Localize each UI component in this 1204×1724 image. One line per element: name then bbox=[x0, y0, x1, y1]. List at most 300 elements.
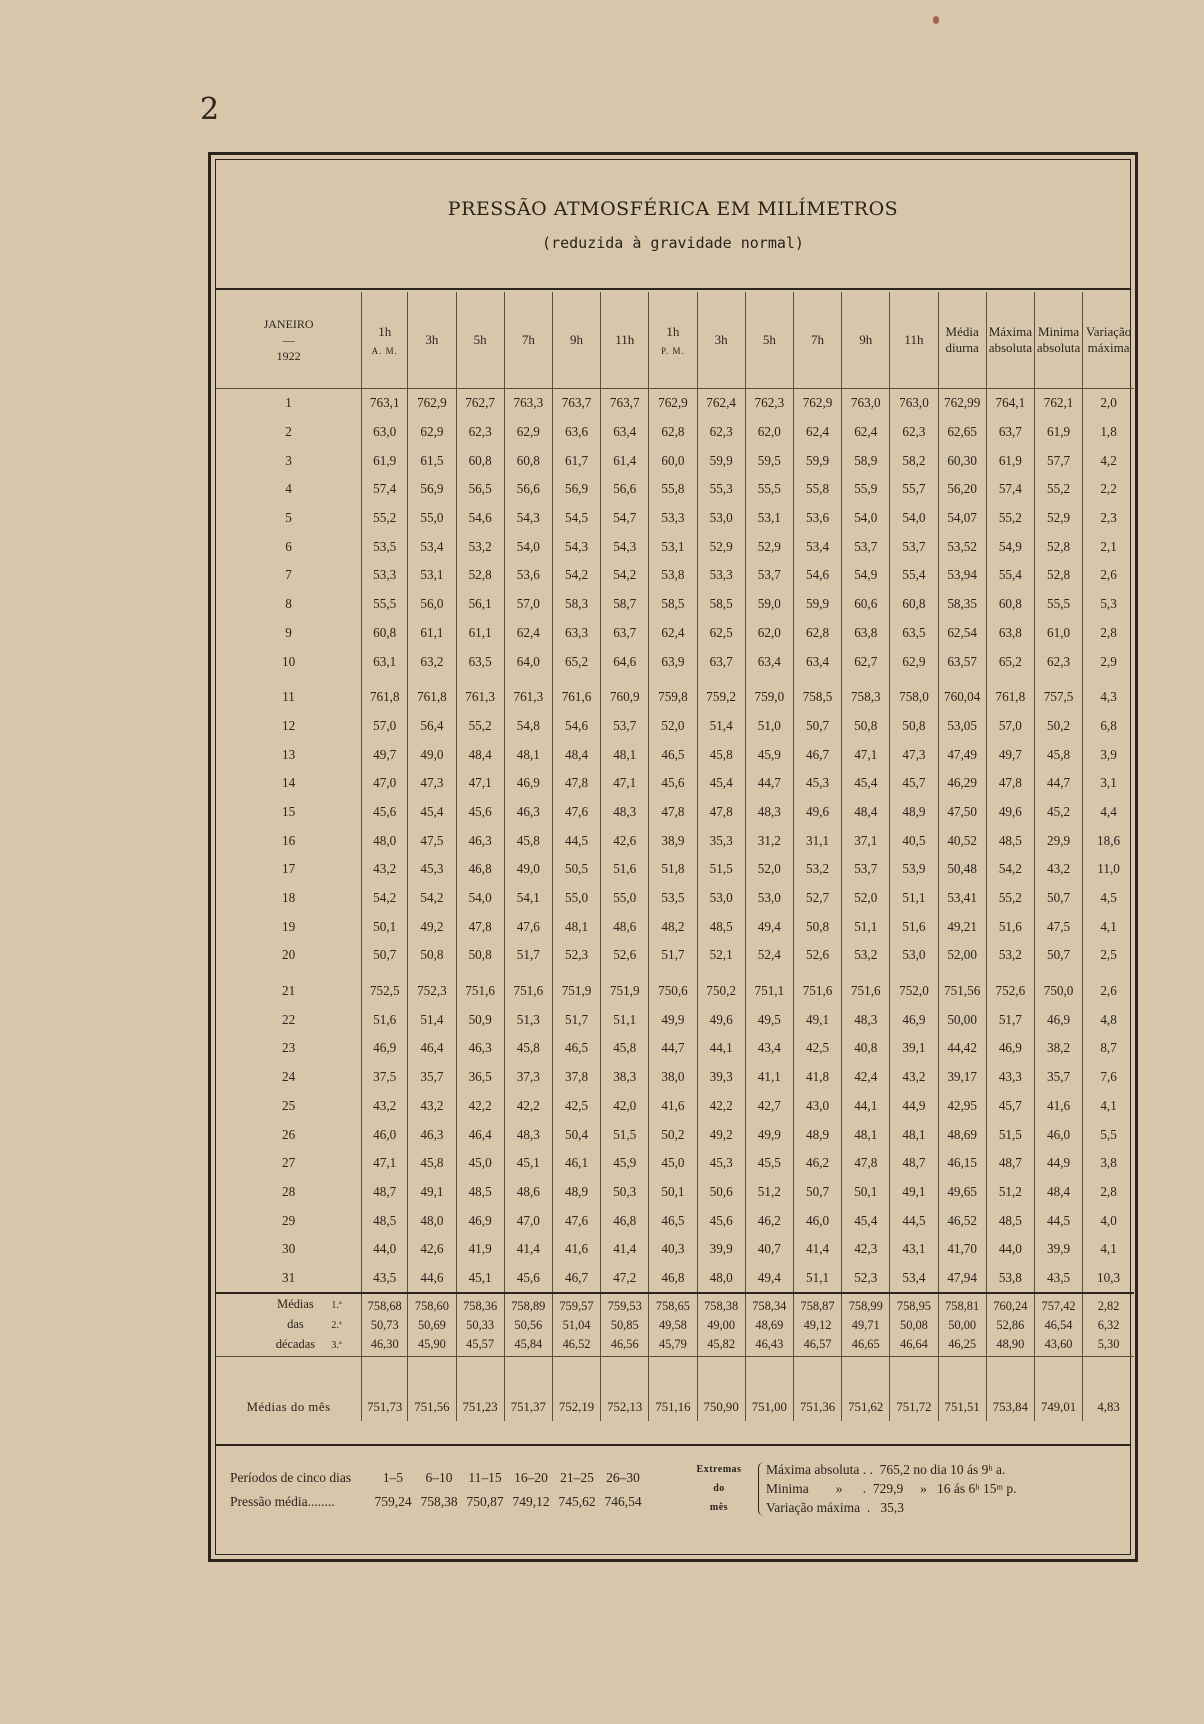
value-cell: 47,1 bbox=[601, 769, 649, 798]
gap-cell bbox=[552, 676, 600, 683]
value-cell: 51,6 bbox=[890, 912, 938, 941]
decade-mean-value: 46,54 bbox=[1044, 1317, 1073, 1332]
value-cell: 63,7 bbox=[697, 647, 745, 676]
value-cell: 52,7 bbox=[793, 884, 841, 913]
value-cell: 54,2 bbox=[986, 855, 1034, 884]
decade-mean-value: 50,33 bbox=[466, 1317, 495, 1332]
value-cell: 58,3 bbox=[552, 590, 600, 619]
decade-mean-value: 5,30 bbox=[1097, 1336, 1120, 1351]
value-cell: 61,4 bbox=[601, 446, 649, 475]
value-cell: 51,1 bbox=[890, 884, 938, 913]
value-cell: 61,0 bbox=[1034, 619, 1082, 648]
header-line: Minima bbox=[1037, 324, 1080, 339]
value-cell: 10,3 bbox=[1083, 1264, 1134, 1294]
value-cell: 53,0 bbox=[697, 884, 745, 913]
value-cell: 759,8 bbox=[649, 683, 697, 712]
day-cell: 18 bbox=[281, 890, 296, 906]
value-cell: 49,1 bbox=[408, 1178, 456, 1207]
value-cell: 46,2 bbox=[745, 1206, 793, 1235]
value-cell: 45,6 bbox=[362, 798, 408, 827]
decade-mean-value: 757,42 bbox=[1041, 1298, 1076, 1313]
value-cell: 51,1 bbox=[793, 1264, 841, 1294]
value-cell: 48,1 bbox=[601, 740, 649, 769]
value-cell: 37,3 bbox=[504, 1063, 552, 1092]
value-cell: 43,5 bbox=[362, 1264, 408, 1294]
hour-header bbox=[793, 292, 841, 389]
value-cell: 46,3 bbox=[456, 1034, 504, 1063]
value-cell: 42,2 bbox=[697, 1092, 745, 1121]
value-cell: 751,9 bbox=[552, 977, 600, 1006]
day-cell: 9 bbox=[285, 624, 292, 640]
value-cell: 41,9 bbox=[456, 1235, 504, 1264]
value-cell: 63,7 bbox=[986, 418, 1034, 447]
month-mean-cell: 751,16 bbox=[649, 1357, 697, 1422]
hour-header bbox=[601, 292, 649, 389]
table-inner-frame bbox=[215, 159, 1131, 1555]
decade-means-cell bbox=[986, 1293, 1034, 1357]
value-cell: 54,0 bbox=[504, 532, 552, 561]
brace bbox=[758, 1462, 765, 1516]
value-cell: 762,99 bbox=[938, 389, 986, 418]
value-cell: 53,05 bbox=[938, 712, 986, 741]
value-cell: 757,5 bbox=[1034, 683, 1082, 712]
value-cell: 49,7 bbox=[986, 740, 1034, 769]
hour-label: 1h bbox=[378, 324, 392, 339]
value-cell: 58,7 bbox=[601, 590, 649, 619]
value-cell: 47,1 bbox=[362, 1149, 408, 1178]
decade-mean-value: 52,86 bbox=[996, 1317, 1025, 1332]
value-cell: 47,2 bbox=[601, 1264, 649, 1294]
value-cell: 50,8 bbox=[890, 712, 938, 741]
value-cell: 52,9 bbox=[745, 532, 793, 561]
decade-means-cell bbox=[552, 1293, 600, 1357]
value-cell: 41,4 bbox=[504, 1235, 552, 1264]
day-cell: 5 bbox=[285, 510, 292, 526]
value-cell: 50,1 bbox=[842, 1178, 890, 1207]
value-cell: 54,0 bbox=[456, 884, 504, 913]
value-cell: 48,9 bbox=[552, 1178, 600, 1207]
value-cell: 49,1 bbox=[793, 1005, 841, 1034]
periods-row bbox=[230, 1466, 646, 1490]
gap-cell bbox=[504, 676, 552, 683]
value-cell: 61,9 bbox=[362, 446, 408, 475]
period-range: 16–20 bbox=[514, 1470, 548, 1485]
table-row bbox=[216, 504, 1134, 533]
value-cell: 38,3 bbox=[601, 1063, 649, 1092]
value-cell: 53,3 bbox=[697, 561, 745, 590]
decade-mean-value: 50,85 bbox=[610, 1317, 639, 1332]
value-cell: 58,2 bbox=[890, 446, 938, 475]
value-cell: 61,7 bbox=[552, 446, 600, 475]
value-cell: 52,00 bbox=[938, 941, 986, 970]
value-cell: 62,0 bbox=[745, 418, 793, 447]
value-cell: 39,9 bbox=[1034, 1235, 1082, 1264]
value-cell: 61,1 bbox=[456, 619, 504, 648]
header-rule bbox=[216, 288, 1130, 290]
value-cell: 43,2 bbox=[1034, 855, 1082, 884]
value-cell: 49,0 bbox=[504, 855, 552, 884]
value-cell: 62,3 bbox=[697, 418, 745, 447]
day-cell: 16 bbox=[281, 832, 296, 848]
value-cell: 50,7 bbox=[793, 712, 841, 741]
value-cell: 46,0 bbox=[1034, 1120, 1082, 1149]
value-cell: 48,5 bbox=[456, 1178, 504, 1207]
value-cell: 64,0 bbox=[504, 647, 552, 676]
value-cell: 47,5 bbox=[1034, 912, 1082, 941]
value-cell: 53,0 bbox=[697, 504, 745, 533]
table-row bbox=[216, 1178, 1134, 1207]
value-cell: 48,1 bbox=[552, 912, 600, 941]
table-row bbox=[216, 1005, 1134, 1034]
value-cell: 61,9 bbox=[1034, 418, 1082, 447]
value-cell: 750,0 bbox=[1034, 977, 1082, 1006]
value-cell: 758,0 bbox=[890, 683, 938, 712]
value-cell: 62,8 bbox=[793, 619, 841, 648]
decade-mean-value: 758,99 bbox=[848, 1298, 883, 1313]
value-cell: 54,3 bbox=[601, 532, 649, 561]
hour-header bbox=[697, 292, 745, 389]
value-cell: 45,3 bbox=[697, 1149, 745, 1178]
value-cell: 46,9 bbox=[504, 769, 552, 798]
value-cell: 51,7 bbox=[504, 941, 552, 970]
value-cell: 50,4 bbox=[552, 1120, 600, 1149]
value-cell: 53,2 bbox=[842, 941, 890, 970]
value-cell: 42,4 bbox=[842, 1063, 890, 1092]
value-cell: 52,0 bbox=[649, 712, 697, 741]
period-pressure: 745,62 bbox=[558, 1494, 596, 1509]
value-cell: 55,0 bbox=[552, 884, 600, 913]
value-cell: 47,6 bbox=[552, 1206, 600, 1235]
value-cell: 51,2 bbox=[986, 1178, 1034, 1207]
value-cell: 42,3 bbox=[842, 1235, 890, 1264]
value-cell: 50,8 bbox=[793, 912, 841, 941]
value-cell: 751,6 bbox=[456, 977, 504, 1006]
value-cell: 62,4 bbox=[842, 418, 890, 447]
table-row bbox=[216, 941, 1134, 970]
gap-cell bbox=[793, 970, 841, 977]
value-cell: 54,2 bbox=[601, 561, 649, 590]
month-label: JANEIRO bbox=[263, 317, 314, 331]
decade-mean-value: 758,81 bbox=[945, 1298, 980, 1313]
decade-mean-value: 48,69 bbox=[755, 1317, 784, 1332]
value-cell: 750,2 bbox=[697, 977, 745, 1006]
value-cell: 60,8 bbox=[504, 446, 552, 475]
value-cell: 47,8 bbox=[986, 769, 1034, 798]
value-cell: 63,5 bbox=[456, 647, 504, 676]
table-body bbox=[216, 389, 1134, 1422]
value-cell: 48,1 bbox=[842, 1120, 890, 1149]
value-cell: 50,8 bbox=[408, 941, 456, 970]
value-cell: 56,4 bbox=[408, 712, 456, 741]
value-cell: 45,0 bbox=[456, 1149, 504, 1178]
value-cell: 53,5 bbox=[649, 884, 697, 913]
value-cell: 48,9 bbox=[793, 1120, 841, 1149]
day-cell: 20 bbox=[281, 947, 296, 963]
value-cell: 47,0 bbox=[504, 1206, 552, 1235]
value-cell: 2,6 bbox=[1083, 977, 1134, 1006]
gap-cell bbox=[793, 676, 841, 683]
value-cell: 62,0 bbox=[745, 619, 793, 648]
value-cell: 51,4 bbox=[697, 712, 745, 741]
hour-label: 7h bbox=[811, 332, 825, 347]
value-cell: 63,0 bbox=[362, 418, 408, 447]
value-cell: 53,7 bbox=[745, 561, 793, 590]
gap-cell bbox=[986, 676, 1034, 683]
value-cell: 63,4 bbox=[793, 647, 841, 676]
value-cell: 44,6 bbox=[408, 1264, 456, 1294]
value-cell: 60,8 bbox=[890, 590, 938, 619]
decade-means-cell bbox=[649, 1293, 697, 1357]
gap-cell bbox=[601, 676, 649, 683]
value-cell: 54,6 bbox=[552, 712, 600, 741]
table-row bbox=[216, 389, 1134, 418]
value-cell: 53,1 bbox=[745, 504, 793, 533]
value-cell: 55,8 bbox=[649, 475, 697, 504]
value-cell: 47,8 bbox=[697, 798, 745, 827]
value-cell: 54,2 bbox=[408, 884, 456, 913]
value-cell: 54,0 bbox=[890, 504, 938, 533]
value-cell: 55,2 bbox=[1034, 475, 1082, 504]
value-cell: 42,2 bbox=[504, 1092, 552, 1121]
page-subtitle: (reduzida à gravidade normal) bbox=[542, 234, 804, 252]
value-cell: 37,8 bbox=[552, 1063, 600, 1092]
value-cell: 45,0 bbox=[649, 1149, 697, 1178]
value-cell: 51,1 bbox=[601, 1005, 649, 1034]
decade-mean-value: 758,36 bbox=[463, 1298, 498, 1313]
value-cell: 47,6 bbox=[552, 798, 600, 827]
day-cell: 8 bbox=[285, 596, 292, 612]
day-cell: 2 bbox=[285, 424, 292, 440]
value-cell: 62,5 bbox=[697, 619, 745, 648]
value-cell: 49,0 bbox=[408, 740, 456, 769]
month-mean-cell: 751,62 bbox=[842, 1357, 890, 1422]
value-cell: 44,7 bbox=[745, 769, 793, 798]
value-cell: 48,3 bbox=[842, 1005, 890, 1034]
value-cell: 2,9 bbox=[1083, 647, 1134, 676]
value-cell: 764,1 bbox=[986, 389, 1034, 418]
period-pressure: 759,24 bbox=[374, 1494, 412, 1509]
value-cell: 62,9 bbox=[890, 647, 938, 676]
value-cell: 54,8 bbox=[504, 712, 552, 741]
header-line: Máxima bbox=[988, 324, 1033, 339]
value-cell: 45,6 bbox=[649, 769, 697, 798]
value-cell: 48,5 bbox=[986, 826, 1034, 855]
decade-mean-value: 45,79 bbox=[658, 1336, 687, 1351]
media-diurna-header bbox=[938, 292, 986, 389]
table-row bbox=[216, 884, 1134, 913]
value-cell: 63,57 bbox=[938, 647, 986, 676]
value-cell: 761,3 bbox=[504, 683, 552, 712]
value-cell: 8,7 bbox=[1083, 1034, 1134, 1063]
value-cell: 762,9 bbox=[793, 389, 841, 418]
month-mean-cell: 751,23 bbox=[456, 1357, 504, 1422]
value-cell: 2,6 bbox=[1083, 561, 1134, 590]
pressure-row bbox=[230, 1490, 646, 1514]
value-cell: 46,3 bbox=[504, 798, 552, 827]
value-cell: 41,4 bbox=[793, 1235, 841, 1264]
value-cell: 50,8 bbox=[456, 941, 504, 970]
value-cell: 53,0 bbox=[745, 884, 793, 913]
value-cell: 37,1 bbox=[842, 826, 890, 855]
value-cell: 46,8 bbox=[649, 1264, 697, 1294]
value-cell: 49,6 bbox=[697, 1005, 745, 1034]
value-cell: 49,4 bbox=[745, 912, 793, 941]
value-cell: 40,5 bbox=[890, 826, 938, 855]
day-cell: 12 bbox=[281, 717, 296, 733]
value-cell: 57,0 bbox=[504, 590, 552, 619]
day-cell: 25 bbox=[281, 1097, 296, 1113]
value-cell: 46,3 bbox=[456, 826, 504, 855]
day-cell: 10 bbox=[281, 653, 296, 669]
value-cell: 46,8 bbox=[456, 855, 504, 884]
value-cell: 51,8 bbox=[649, 855, 697, 884]
decade-mean-value: 49,58 bbox=[658, 1317, 687, 1332]
value-cell: 46,4 bbox=[408, 1034, 456, 1063]
value-cell: 752,6 bbox=[986, 977, 1034, 1006]
value-cell: 39,1 bbox=[890, 1034, 938, 1063]
value-cell: 46,5 bbox=[552, 1034, 600, 1063]
value-cell: 64,6 bbox=[601, 647, 649, 676]
footer-rule bbox=[216, 1444, 1130, 1446]
value-cell: 53,6 bbox=[504, 561, 552, 590]
value-cell: 48,4 bbox=[552, 740, 600, 769]
value-cell: 53,7 bbox=[890, 532, 938, 561]
value-cell: 63,9 bbox=[649, 647, 697, 676]
value-cell: 50,5 bbox=[552, 855, 600, 884]
value-cell: 52,6 bbox=[793, 941, 841, 970]
value-cell: 760,9 bbox=[601, 683, 649, 712]
decade-means-cell bbox=[1083, 1293, 1134, 1357]
value-cell: 761,8 bbox=[362, 683, 408, 712]
value-cell: 48,0 bbox=[697, 1264, 745, 1294]
value-cell: 46,5 bbox=[649, 1206, 697, 1235]
value-cell: 763,7 bbox=[601, 389, 649, 418]
value-cell: 51,5 bbox=[601, 1120, 649, 1149]
day-cell: 31 bbox=[281, 1269, 296, 1285]
value-cell: 53,41 bbox=[938, 884, 986, 913]
value-cell: 45,8 bbox=[408, 1149, 456, 1178]
value-cell: 48,6 bbox=[601, 912, 649, 941]
decade-mean-value: 45,57 bbox=[466, 1336, 495, 1351]
value-cell: 44,5 bbox=[1034, 1206, 1082, 1235]
value-cell: 63,2 bbox=[408, 647, 456, 676]
value-cell: 54,9 bbox=[986, 532, 1034, 561]
value-cell: 47,50 bbox=[938, 798, 986, 827]
value-cell: 39,3 bbox=[697, 1063, 745, 1092]
value-cell: 50,48 bbox=[938, 855, 986, 884]
value-cell: 42,5 bbox=[552, 1092, 600, 1121]
value-cell: 48,2 bbox=[649, 912, 697, 941]
decade-ordinal: 3.ª bbox=[331, 1340, 342, 1352]
table-row bbox=[216, 1235, 1134, 1264]
value-cell: 48,3 bbox=[745, 798, 793, 827]
value-cell: 50,6 bbox=[697, 1178, 745, 1207]
value-cell: 41,8 bbox=[793, 1063, 841, 1092]
decade-mean-value: 758,87 bbox=[800, 1298, 835, 1313]
value-cell: 752,3 bbox=[408, 977, 456, 1006]
decade-mean-value: 758,89 bbox=[511, 1298, 546, 1313]
value-cell: 55,8 bbox=[793, 475, 841, 504]
value-cell: 43,0 bbox=[793, 1092, 841, 1121]
day-cell: 13 bbox=[281, 746, 296, 762]
extremes-lines bbox=[766, 1460, 1017, 1517]
value-cell: 47,49 bbox=[938, 740, 986, 769]
value-cell: 56,0 bbox=[408, 590, 456, 619]
value-cell: 61,1 bbox=[408, 619, 456, 648]
value-cell: 44,0 bbox=[362, 1235, 408, 1264]
value-cell: 51,6 bbox=[986, 912, 1034, 941]
value-cell: 48,0 bbox=[408, 1206, 456, 1235]
decade-means-cell bbox=[504, 1293, 552, 1357]
value-cell: 49,65 bbox=[938, 1178, 986, 1207]
value-cell: 46,0 bbox=[793, 1206, 841, 1235]
decade-means-label bbox=[216, 1293, 362, 1357]
value-cell: 62,9 bbox=[504, 418, 552, 447]
table-row bbox=[216, 1063, 1134, 1092]
value-cell: 1,8 bbox=[1083, 418, 1134, 447]
value-cell: 40,52 bbox=[938, 826, 986, 855]
decade-mean-value: 46,64 bbox=[900, 1336, 928, 1351]
decade-mean-value: 49,71 bbox=[851, 1317, 880, 1332]
gap-cell bbox=[601, 970, 649, 977]
hour-header bbox=[745, 292, 793, 389]
day-cell: 28 bbox=[281, 1183, 296, 1199]
period-pressure: 749,12 bbox=[512, 1494, 550, 1509]
month-mean-cell: 752,19 bbox=[552, 1357, 600, 1422]
decade-label-word: Médias bbox=[277, 1297, 314, 1312]
table-row bbox=[216, 418, 1134, 447]
value-cell: 44,1 bbox=[697, 1034, 745, 1063]
gap-cell bbox=[408, 970, 456, 977]
value-cell: 51,7 bbox=[649, 941, 697, 970]
value-cell: 53,4 bbox=[408, 532, 456, 561]
value-cell: 51,5 bbox=[697, 855, 745, 884]
extremes-label-line: mês bbox=[709, 1502, 729, 1513]
value-cell: 49,6 bbox=[986, 798, 1034, 827]
value-cell: 50,1 bbox=[362, 912, 408, 941]
value-cell: 63,3 bbox=[552, 619, 600, 648]
hour-header bbox=[552, 292, 600, 389]
value-cell: 54,1 bbox=[504, 884, 552, 913]
value-cell: 762,1 bbox=[1034, 389, 1082, 418]
value-cell: 57,0 bbox=[986, 712, 1034, 741]
value-cell: 38,2 bbox=[1034, 1034, 1082, 1063]
value-cell: 45,1 bbox=[504, 1149, 552, 1178]
value-cell: 42,5 bbox=[793, 1034, 841, 1063]
value-cell: 53,7 bbox=[842, 855, 890, 884]
value-cell: 59,9 bbox=[697, 446, 745, 475]
value-cell: 55,5 bbox=[745, 475, 793, 504]
decade-label-word: das bbox=[287, 1317, 304, 1332]
value-cell: 47,8 bbox=[649, 798, 697, 827]
value-cell: 52,0 bbox=[842, 884, 890, 913]
hour-header bbox=[649, 292, 697, 389]
value-cell: 63,4 bbox=[745, 647, 793, 676]
value-cell: 54,6 bbox=[456, 504, 504, 533]
value-cell: 4,1 bbox=[1083, 1092, 1134, 1121]
periods-block bbox=[230, 1466, 646, 1514]
decade-means-cell bbox=[793, 1293, 841, 1357]
month-mean-cell: 751,72 bbox=[890, 1357, 938, 1422]
value-cell: 47,8 bbox=[552, 769, 600, 798]
period-range: 1–5 bbox=[382, 1470, 404, 1485]
value-cell: 47,6 bbox=[504, 912, 552, 941]
value-cell: 45,4 bbox=[842, 1206, 890, 1235]
value-cell: 750,6 bbox=[649, 977, 697, 1006]
value-cell: 40,8 bbox=[842, 1034, 890, 1063]
period-range: 21–25 bbox=[560, 1470, 594, 1485]
gap-cell bbox=[1083, 970, 1134, 977]
